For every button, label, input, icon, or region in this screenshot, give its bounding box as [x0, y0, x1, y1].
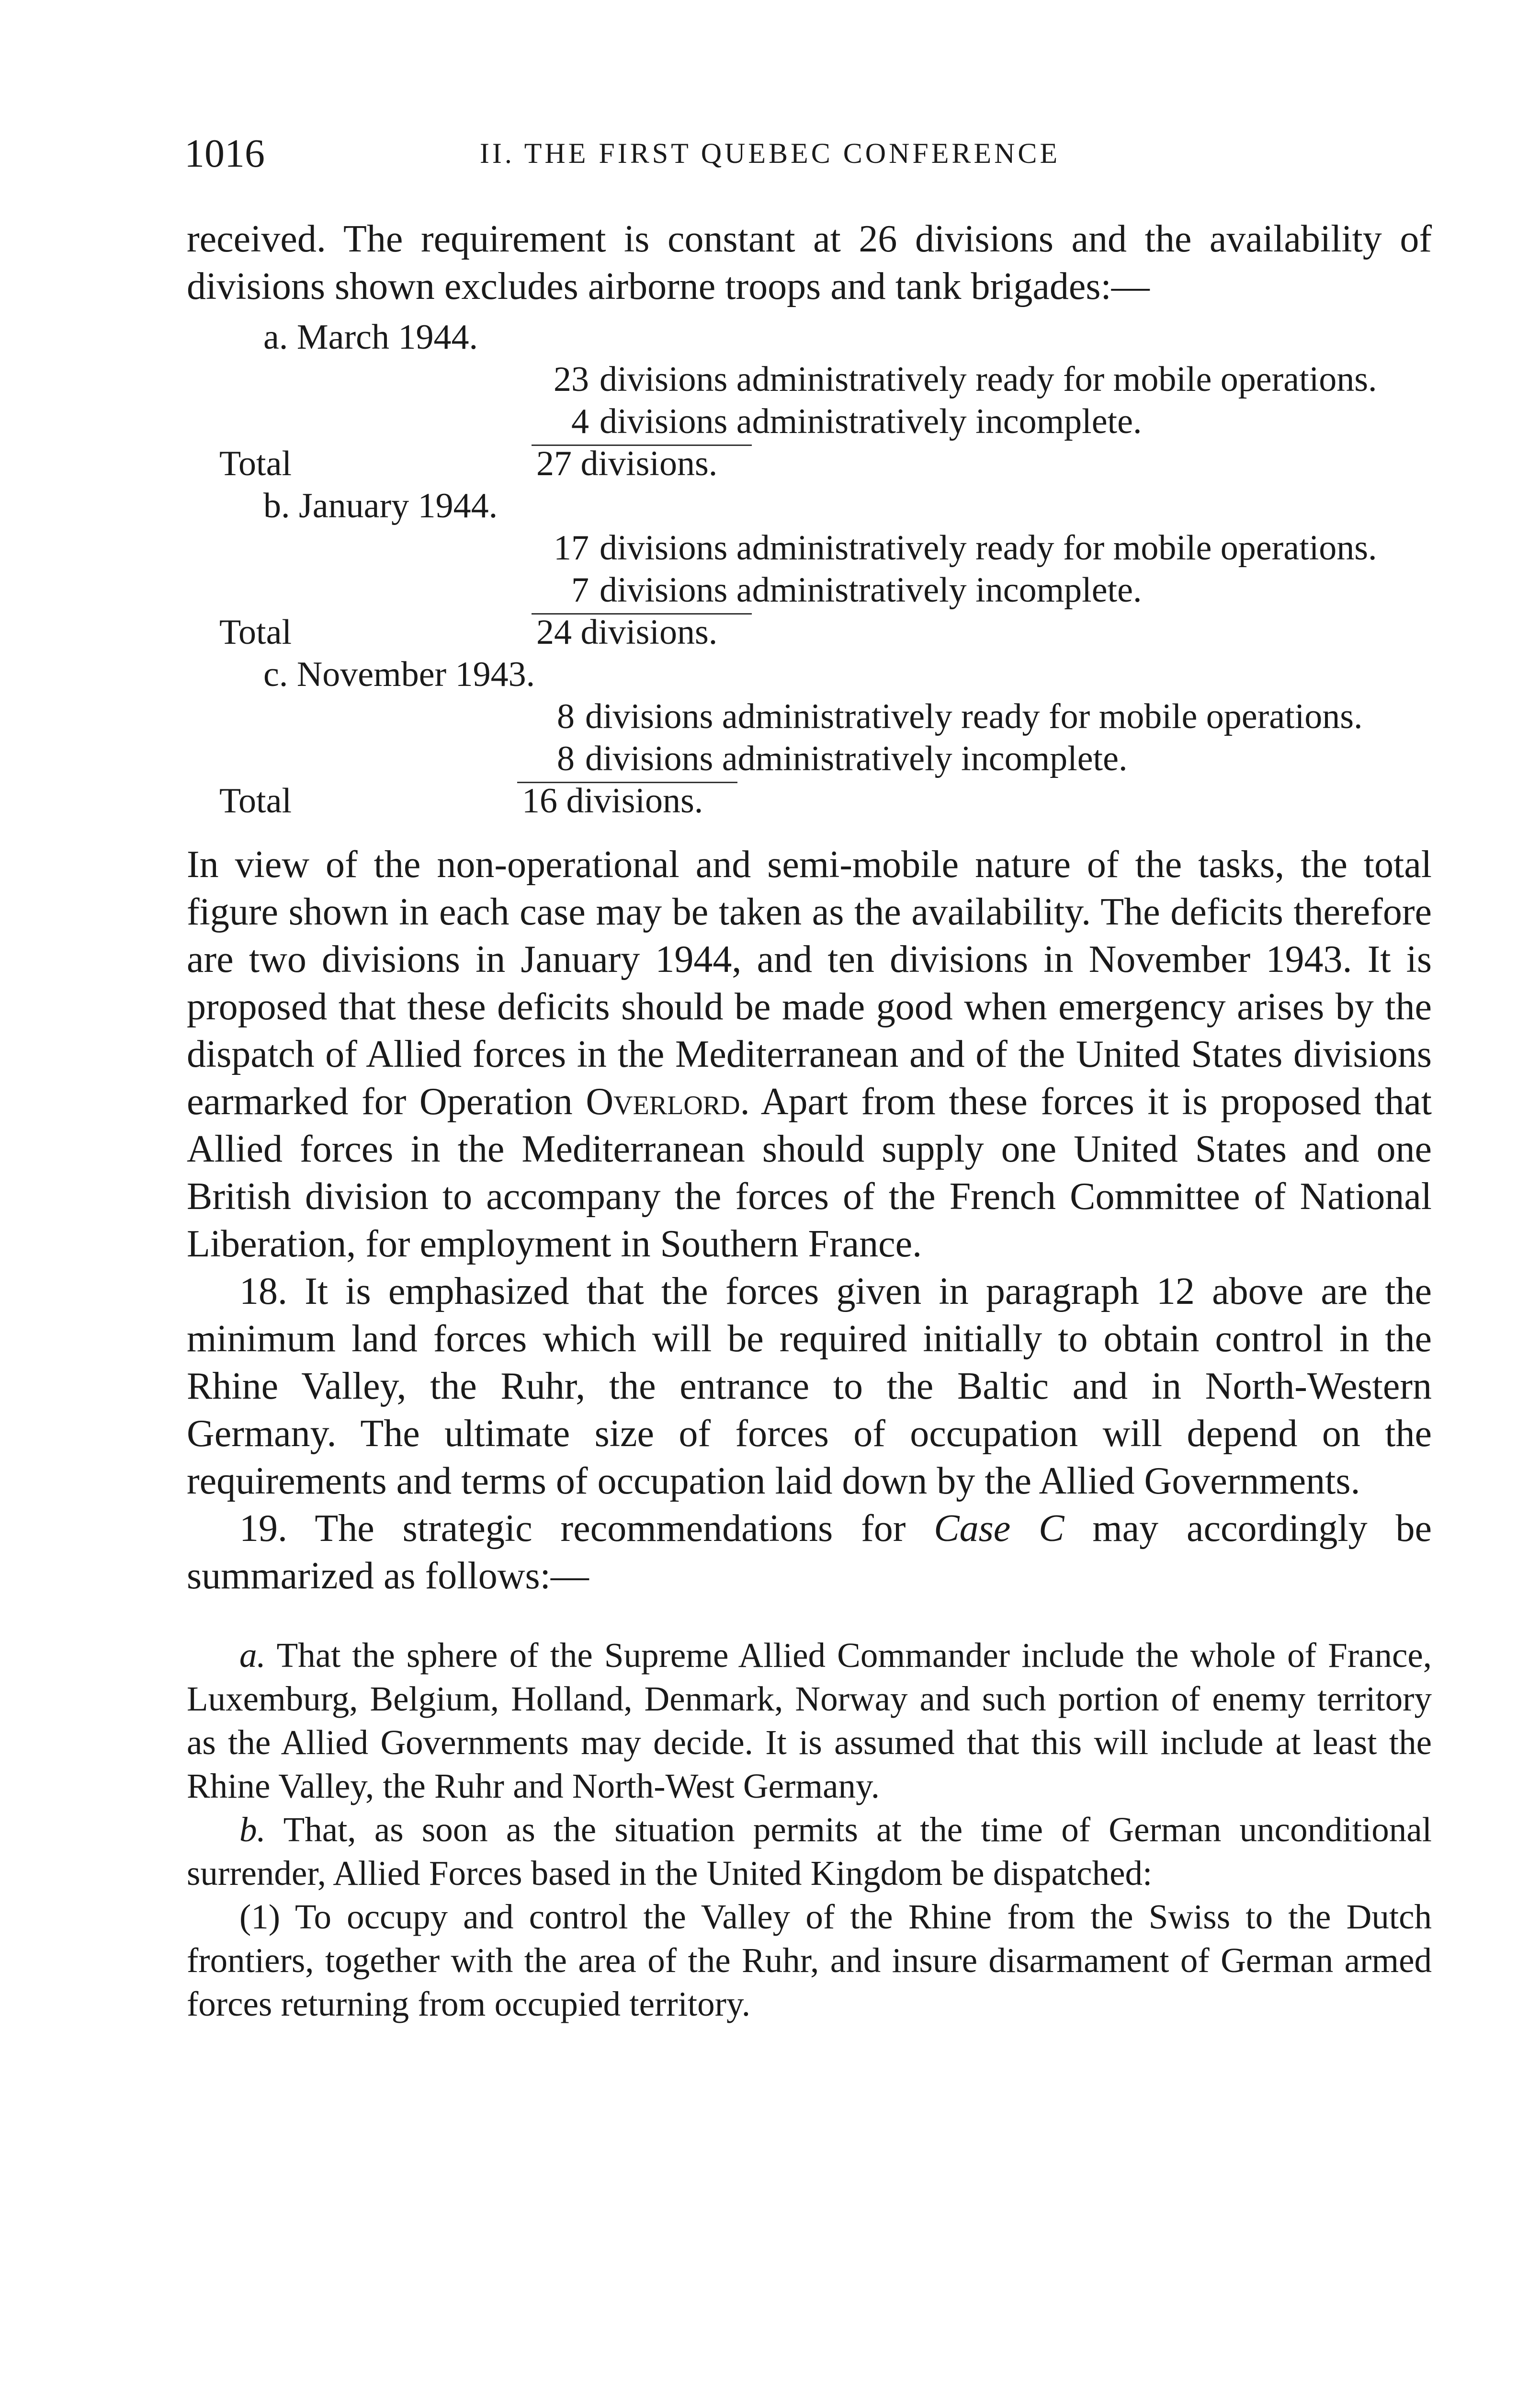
incomplete-description: divisions administratively incomplete.: [600, 402, 1142, 441]
running-head: II. THE FIRST QUEBEC CONFERENCE: [479, 137, 1061, 169]
paragraph-text: may accordingly be summarized as follows:—: [187, 1507, 1432, 1597]
ready-description: divisions administratively ready for mobile operations.: [600, 528, 1377, 568]
intro-paragraph: received. The requirement is constant at 26 divisions and the availability of divisions shown excludes airborne troops and tank brigades:—: [187, 218, 1432, 308]
paragraph-19: [187, 1505, 1432, 1600]
table-row: [187, 611, 1432, 653]
table-row: [187, 780, 1432, 822]
spacer: [187, 1600, 1432, 1633]
item-text: That, as soon as the situation permits at the time of German unconditional surrender, Allied Forces based in the United Kingdom be dispatched:: [187, 1810, 1432, 1893]
recommendations: [187, 1633, 1432, 2026]
ready-count: 17: [554, 528, 589, 568]
ready-description: divisions administratively ready for mobile operations.: [600, 360, 1377, 399]
incomplete-description: divisions administratively incomplete.: [600, 570, 1142, 610]
paragraph-text: 19. The strategic recommendations for: [239, 1507, 906, 1550]
table-row: [187, 400, 1432, 443]
paragraph-text: In view of the non-operational and semi-mobile nature of the tasks, the total figure shown in each case may be taken as the availability. The deficits therefore are two divisions in January 1944, and ten divisions in November 1943. It is proposed that these deficits should be made good when emergency arises by the dispatch of Allied forces in the Mediterranean and of the United States divisions earmarked for Operation: [187, 844, 1432, 1123]
table-row: [187, 358, 1432, 400]
table-row: [187, 653, 1432, 696]
page-number: 1016: [184, 131, 265, 176]
table-row: [187, 738, 1432, 780]
total-value: 16 divisions.: [522, 781, 703, 821]
ready-count: 8: [557, 697, 575, 736]
paragraph-availability: [187, 841, 1432, 1268]
table-row: [187, 443, 1432, 485]
table-row: [187, 316, 1432, 358]
table-row: [187, 485, 1432, 527]
item-text: That the sphere of the Supreme Allied Commander include the whole of France, Luxemburg, Belgium, Holland, Denmark, Norway and such portion of enemy territory as the Allied Governments may decide. It is assumed that this will include at least the Rhine Valley, the Ruhr and North-West Germany.: [187, 1636, 1432, 1805]
item-letter: b.: [239, 1810, 266, 1849]
availability-table: [187, 316, 1432, 822]
case-label: b. January 1944.: [263, 486, 498, 525]
ready-description: divisions administratively ready for mobile operations.: [585, 697, 1363, 736]
total-word: Total: [219, 613, 292, 652]
incomplete-count: 8: [557, 739, 575, 778]
case-label: c. November 1943.: [263, 655, 535, 694]
recommendation-b: [187, 1808, 1432, 1895]
recommendation-a: [187, 1633, 1432, 1808]
case-name: Case C: [934, 1507, 1064, 1550]
ready-count: 23: [554, 360, 589, 399]
case-label: a. March 1944.: [263, 318, 478, 357]
operation-codename: Overlord: [586, 1081, 740, 1123]
total-value: 27 divisions.: [536, 444, 718, 483]
table-row: [187, 527, 1432, 569]
table-row: [187, 696, 1432, 738]
paragraph-text: . Apart from these forces it is proposed that Allied forces in the Mediterranean should supply one United States and one British division to accompany the forces of the French Committee of National Liberation, for employment in Southern France.: [187, 1081, 1432, 1265]
incomplete-description: divisions administratively incomplete.: [585, 739, 1128, 778]
item-letter: a.: [239, 1636, 266, 1675]
recommendation-b1: (1) To occupy and control the Valley of the Rhine from the Swiss to the Dutch frontiers, together with the area of the Ruhr, and insure disarmament of German armed forces returning from occupied territory.: [187, 1897, 1432, 2023]
incomplete-count: 4: [571, 402, 589, 441]
body-text: [187, 216, 1432, 2026]
paragraph-18: 18. It is emphasized that the forces given in paragraph 12 above are the minimum land forces which will be required initially to obtain control in the Rhine Valley, the Ruhr, the entrance to the Baltic and in North-Western Germany. The ultimate size of forces of occupation will depend on the requirements and terms of occupation laid down by the Allied Governments.: [187, 1270, 1432, 1502]
table-row: [187, 569, 1432, 611]
page-header: [184, 130, 1356, 183]
total-word: Total: [219, 444, 292, 483]
total-word: Total: [219, 781, 292, 821]
total-value: 24 divisions.: [536, 613, 718, 652]
incomplete-count: 7: [571, 570, 589, 610]
